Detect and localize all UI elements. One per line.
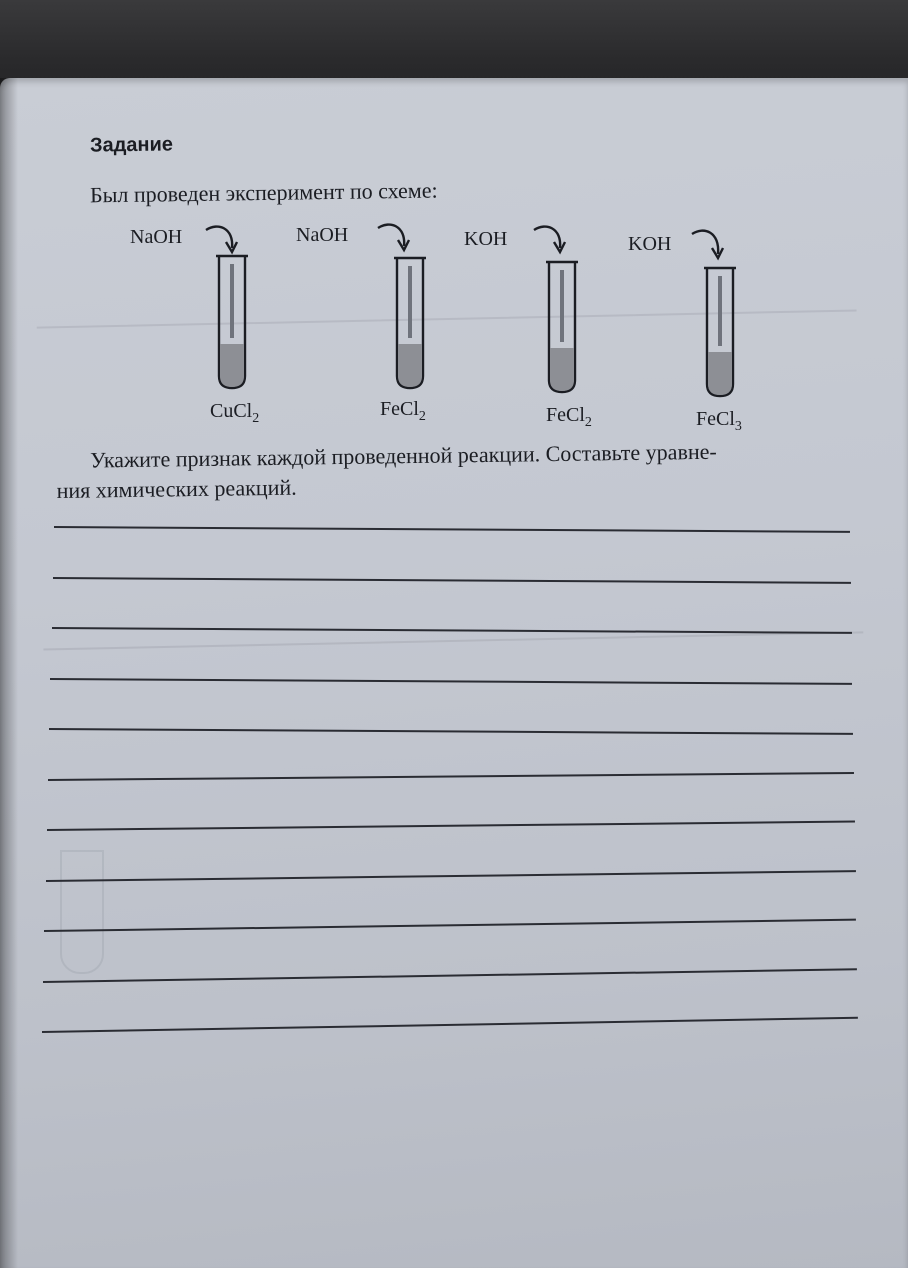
task-heading: Задание <box>89 133 174 157</box>
experiment-intro: Был проведен эксперимент по схеме: <box>89 177 438 208</box>
test-tube-icon <box>703 262 737 400</box>
pour-arrow-icon <box>532 222 568 256</box>
salt-label: CuCl$_2$ <box>210 400 260 426</box>
reagent-label: KOH <box>628 233 672 255</box>
reagent-label: NaOH <box>296 224 349 246</box>
workbook-page <box>0 78 908 1268</box>
test-tube-icon <box>215 250 249 392</box>
page-spine-shadow <box>0 78 18 1268</box>
salt-label: FeCl$_3$ <box>696 408 742 434</box>
task-line-1: Укажите признак каждой проведенной реакции. Составьте уравне- <box>90 438 717 473</box>
test-tube-icon <box>545 256 579 396</box>
test-tube-icon <box>393 252 427 392</box>
salt-label: FeCl$_2$ <box>380 398 426 424</box>
pour-arrow-icon <box>376 220 412 254</box>
task-line-2: ния химических реакций. <box>56 474 297 503</box>
pour-arrow-icon <box>690 226 726 262</box>
salt-label: FeCl$_2$ <box>546 404 592 430</box>
task-instructions <box>56 435 857 506</box>
reagent-label: NaOH <box>130 226 183 248</box>
reagent-label: KOH <box>464 228 508 250</box>
bleed-through-figure <box>60 850 104 974</box>
